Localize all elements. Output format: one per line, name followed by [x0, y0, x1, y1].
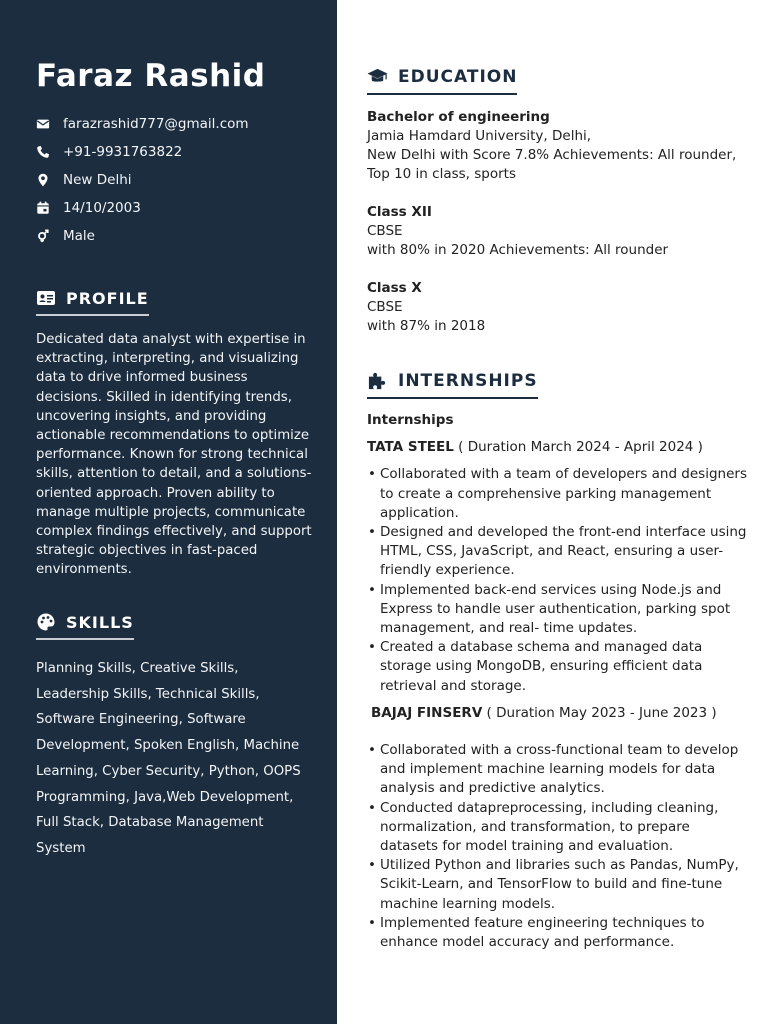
education-entry	[367, 203, 752, 260]
internships-list	[367, 411, 752, 952]
contact-phone	[36, 138, 326, 166]
profile-summary: Dedicated data analyst with expertise in extracting, interpreting, and visualizing data to drive informed business decisions. Skilled in identifying trends, uncovering insights, and providing actionable recommendations to optimize performance. Known for strong technical skills, attention to detail, and a solutions-oriented approach. Proven ability to manage multiple projects, communicate complex findings effectively, and support strategic objectives in fast-paced environments.	[36, 332, 312, 578]
internship-bullets	[367, 741, 752, 952]
palette-icon	[36, 612, 56, 632]
education-details: New Delhi with Score 7.8% Achievements: All rounder, Top 10 in class, sports	[367, 147, 737, 182]
education-entry	[367, 108, 752, 184]
internship-bullets	[367, 465, 752, 695]
contact-dob	[36, 194, 326, 222]
contact-list	[36, 110, 326, 250]
envelope-icon	[36, 117, 50, 131]
education-title: Class X	[367, 280, 422, 296]
bullet-item: • Utilized Python and libraries such as Pandas, NumPy, Scikit-Learn, and TensorFlow to build and fine-tune machine learning models.	[367, 856, 752, 914]
education-list	[367, 108, 752, 355]
company-name: TATA STEEL	[367, 439, 454, 456]
education-title: Bachelor of engineering	[367, 109, 550, 125]
sidebar	[0, 0, 337, 1024]
education-entry	[367, 279, 752, 336]
education-details: with 80% in 2020 Achievements: All rounder	[367, 242, 669, 258]
candidate-name: Faraz Rashid	[36, 58, 266, 94]
bullet-item: • Conducted datapreprocessing, including cleaning, normalization, and transformation, to prepare datasets for model training and evaluation.	[367, 799, 752, 857]
dob-text: 14/10/2003	[63, 200, 141, 216]
bullet-item: • Created a database schema and managed data storage using MongoDB, ensuring efficient data retrieval and storage.	[367, 638, 752, 696]
phone-text: +91-9931763822	[63, 144, 183, 160]
education-institution: CBSE	[367, 223, 403, 239]
education-details: with 87% in 2018	[367, 318, 486, 334]
phone-icon	[36, 145, 50, 159]
skills-heading	[36, 612, 134, 640]
internship-duration: ( Duration May 2023 - June 2023 )	[482, 704, 717, 721]
bullet-item: • Implemented back-end services using Node.js and Express to handle user authentication, parking spot management, and real- time updates.	[367, 581, 752, 639]
internship-company	[367, 438, 752, 457]
education-heading	[367, 66, 517, 95]
calendar-icon	[36, 201, 50, 215]
graduation-cap-icon	[367, 66, 388, 87]
bullet-item: • Collaborated with a cross-functional team to develop and implement machine learning models for data analysis and predictive analytics.	[367, 741, 752, 799]
education-heading-text: EDUCATION	[398, 66, 518, 87]
contact-gender	[36, 222, 326, 250]
id-card-icon	[36, 288, 56, 308]
internship-duration: ( Duration March 2024 - April 2024 )	[453, 439, 703, 456]
skills-heading-text: SKILLS	[66, 612, 134, 632]
main-content	[337, 0, 768, 1024]
bullet-item: • Collaborated with a team of developers and designers to create a comprehensive parking management application.	[367, 465, 752, 523]
contact-email	[36, 110, 326, 138]
gender-text: Male	[63, 228, 95, 244]
bullet-item: • Designed and developed the front-end interface using HTML, CSS, JavaScript, and React, ensuring a user- friendly experience.	[367, 523, 752, 581]
internships-heading	[367, 370, 538, 399]
skills-list: Planning Skills, Creative Skills, Leadership Skills, Technical Skills, Software Engineering, Software Development, Spoken English, Machine Learning, Cyber Security, Python, OOPS Programming, Java,Web Development, Full Stack, Database Management System	[36, 661, 301, 856]
email-text: farazrashid777@gmail.com	[63, 116, 249, 132]
profile-heading	[36, 288, 149, 316]
internships-subheading: Internships	[367, 412, 454, 428]
contact-location	[36, 166, 326, 194]
internship-company	[371, 704, 752, 723]
education-title: Class XII	[367, 204, 432, 220]
bullet-item: • Implemented feature engineering techniques to enhance model accuracy and performance.	[367, 914, 752, 952]
internships-heading-text: INTERNSHIPS	[398, 370, 538, 391]
company-name: BAJAJ FINSERV	[371, 704, 483, 721]
profile-heading-text: PROFILE	[66, 288, 149, 308]
education-institution: CBSE	[367, 299, 403, 315]
education-institution: Jamia Hamdard University, Delhi,	[367, 128, 592, 144]
gender-icon	[36, 229, 50, 243]
location-pin-icon	[36, 173, 50, 187]
puzzle-piece-icon	[367, 370, 388, 391]
location-text: New Delhi	[63, 172, 132, 188]
